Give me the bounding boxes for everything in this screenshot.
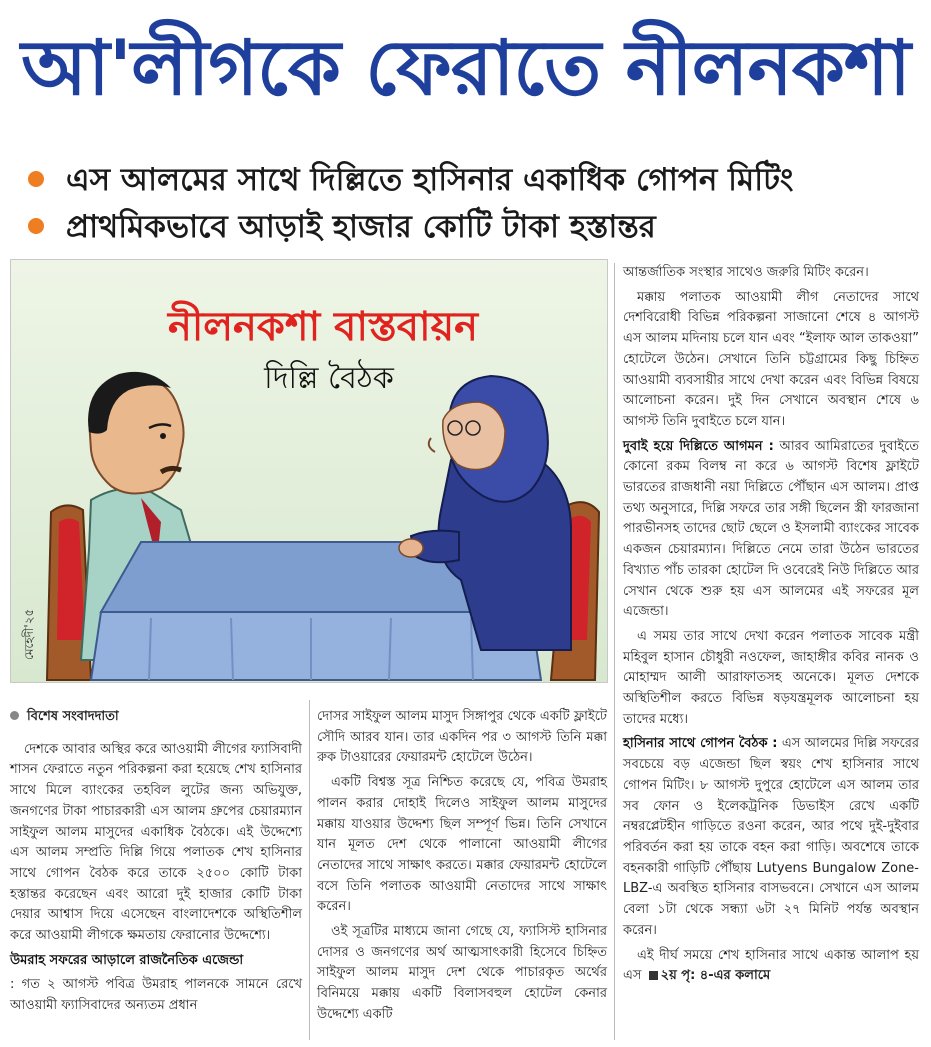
subhead-1: এস আলমের সাথে দিল্লিতে হাসিনার একাধিক গোপন মিটিং: [28, 156, 793, 208]
paragraph: হাসিনার সাথে গোপন বৈঠক : এস আলমের দিল্লি সফরের সবচেয়ে বড় এজেন্ডা ছিল স্বয়ং শেখ হাসিনার সাথে গোপন মিটিং। ৮ আগস্ট দুপুরে হোটেলে এস আলম তার সব ফোন ও ইলেকট্রনিক ডিভাইস রেখে একটি নম্বরপ্লেটহীন গাড়িতে রওনা করেন, আর পথে দুই-দুইবার পরিবর্তন করা হয় তাকে বহন করা গাড়ি। অবশেষে তাকে বহনকারী গাড়িটি পৌঁছায় Lutyens Bungalow Zone-LBZ-এ অবস্থিত হাসিনার বাসভবনে। সেখানে এস আলম বেলা ১টা থেকে সন্ধ্যা ৬টা ২৭ মিনিট পর্যন্ত অবস্থান করেন।: [623, 736, 920, 938]
article-column-3: [623, 263, 919, 991]
section-heading: হাসিনার সাথে গোপন বৈঠক :: [623, 736, 778, 752]
article-column-2: [317, 707, 607, 1030]
paragraph: এই দীর্ঘ সময়ে শেখ হাসিনার সাথে একান্ত আলাপ হয় এস ২য় পৃ: ৪-এর কলামে: [623, 947, 919, 984]
paragraph: আন্তর্জাতিক সংস্থার সাথেও জরুরি মিটিং করেন।: [623, 265, 869, 280]
cartoon-title: নীলনকশা বাস্তবায়ন: [167, 304, 479, 350]
byline-dot-icon: [10, 711, 19, 720]
square-bullet-icon: [649, 971, 658, 980]
paragraph: [10, 951, 302, 972]
bullet-dot-icon: [28, 218, 44, 234]
paragraph: ওই সূত্রটির মাধ্যমে জানা গেছে যে, ফ্যাসিস্ট হাসিনার দোসর ও জনগণের অর্থ আত্মসাৎকারী হিসেবে চিহ্নিত সাইফুল আলম মাসুদ দেশ থেকে পাচারকৃত অর্থের বিনিময়ে মক্কায় একটি বিলাসবহুল হোটেল কেনার উদ্দেশ্যে একটি: [317, 924, 607, 1022]
paragraph: দুবাই হয়ে দিল্লিতে আগমন : আরব আমিরাতের দুবাইতে কোনো রকম বিলম্ব না করে ৬ আগস্ট বিশেষ ফ্লাইটে ভারতের রাজধানী নয়া দিল্লিতে পৌঁছান এস আলম। প্রাপ্ত তথ্য অনুসারে, দিল্লি সফরে তার সঙ্গী ছিলেন স্ত্রী ফারজানা পারভীনসহ তাদের ছোট ছেলে ও ইসলামী ব্যাংকের সাবেক একজন চেয়ারম্যান। দিল্লিতে নেমে তারা উঠেন ভারতের বিখ্যাত পাঁচ তারকা হোটেল দি ওবেরেই নিউ দিল্লিতে আর সেখান থেকে শুরু হয় এস আলমের এই সফরের মূল এজেন্ডা।: [623, 438, 919, 620]
cartoon-subtitle: দিল্লি বৈঠক: [264, 361, 394, 396]
article-column-1: [10, 707, 302, 1021]
section-heading: দুবাই হয়ে দিল্লিতে আগমন :: [623, 438, 774, 454]
subhead-2: প্রাথমিকভাবে আড়াই হাজার কোটি টাকা হস্তান্তর: [28, 203, 656, 255]
continuation-note[interactable]: ২য় পৃ: ৪-এর কলামে: [646, 968, 771, 983]
paragraph: এ সময় তার সাথে দেখা করেন পলাতক সাবেক মন্ত্রী মহিবুল হাসান চৌধুরী নওফেল, জাহাঙ্গীর কবির নানক ও মোহাম্মদ আলী আরাফাতসহ অনেকে। মূলত দেশকে অস্থিতিশীল করতে বিভিন্ন ষড়যন্ত্রমূলক আলোচনা হয় তাদের মধ্যে।: [623, 628, 919, 727]
cartoon-signature: মেহেদী'২৫: [22, 608, 36, 660]
column-divider: [614, 263, 615, 1040]
cartoon-illustration: [10, 259, 608, 683]
paragraph: : গত ২ আগস্ট পবিত্র উমরাহ পালনকে সামনে রেখে আওয়ামী ফ্যাসিবাদের অন্যতম প্রধান: [10, 977, 302, 1014]
column-divider: [309, 700, 310, 1040]
page-headline: আ'লীগকে ফেরাতে নীলনকশা: [21, 23, 910, 112]
byline: বিশেষ সংবাদদাতা: [10, 707, 302, 728]
paragraph: দোসর সাইফুল আলম মাসুদ সিঙ্গাপুর থেকে একটি ফ্লাইটে সৌদি আরব যান। তার একদিন পর ৩ আগস্ট তিনি মক্কা রুক টাওয়ারের ফেয়ারমন্ট হোটেলে উঠেন।: [317, 709, 607, 766]
section-heading: উমরাহ সফরের আড়ালে রাজনৈতিক এজেন্ডা: [10, 952, 244, 968]
paragraph: দেশকে আবার অস্থির করে আওয়ামী লীগের ফ্যাসিবাদী শাসন ফেরাতে নতুন পরিকল্পনা করা হয়েছে শেখ হাসিনার সাথে মিলে ব্যাংকের তহবিল লুটের জন্য অভিযুক্ত, জনগণের টাকা পাচারকারী এস আলম গ্রুপের চেয়ারম্যান সাইফুল আলম মাসুদের একাধিক বৈঠকে। এই উদ্দেশ্যে এস আলম সম্প্রতি দিল্লি গিয়ে পলাতক শেখ হাসিনার সাথে গোপন বৈঠক করে তাকে ২৫০০ কোটি টাকা হস্তান্তর করেছেন এবং আরো দুই হাজার কোটি টাকা দেয়ার আশ্বাস দিয়ে এসেছেন বাংলাদেশকে অস্থিতিশীল করে আওয়ামী লীগকে ক্ষমতায় ফেরানোর উদ্দেশ্যে।: [10, 741, 302, 944]
bullet-dot-icon: [28, 171, 44, 187]
paragraph: মক্কায় পলাতক আওয়ামী লীগ নেতাদের সাথে দেশবিরোধী বিভিন্ন পরিকল্পনা সাজানো শেষে ৪ আগস্ট এস আলম মদিনায় চলে যান এবং “ইলাফ আল তাকওয়া” হোটেলে উঠেন। সেখানে তিনি চট্টগ্রামের কিছু চিহ্নিত আওয়ামী ব্যবসায়ীর সাথে দেখা করেন এবং বিভিন্ন বিষয়ে আলোচনা করেন। দুই দিন সেখানে অবস্থান শেষে ৬ আগস্ট তিনি দুবাইতে চলে যান।: [623, 289, 919, 429]
paragraph: একটি বিশ্বস্ত সূত্র নিশ্চিত করেছে যে, পবিত্র উমরাহ পালন করার দোহাই দিলেও সাইফুল আলম মাসুদের মক্কায় যাওয়ার উদ্দেশ্য ছিল সম্পূর্ণ ভিন্ন। তিনি সেখানে যান মূলত দেশ থেকে পালানো আওয়ামী লীগের নেতাদের সাথে সাক্ষাৎ করতে। মক্কার ফেয়ারমন্ট হোটেলে বসে তিনি পলাতক আওয়ামী নেতাদের সাথে সাক্ষাৎ করেন।: [317, 775, 607, 915]
